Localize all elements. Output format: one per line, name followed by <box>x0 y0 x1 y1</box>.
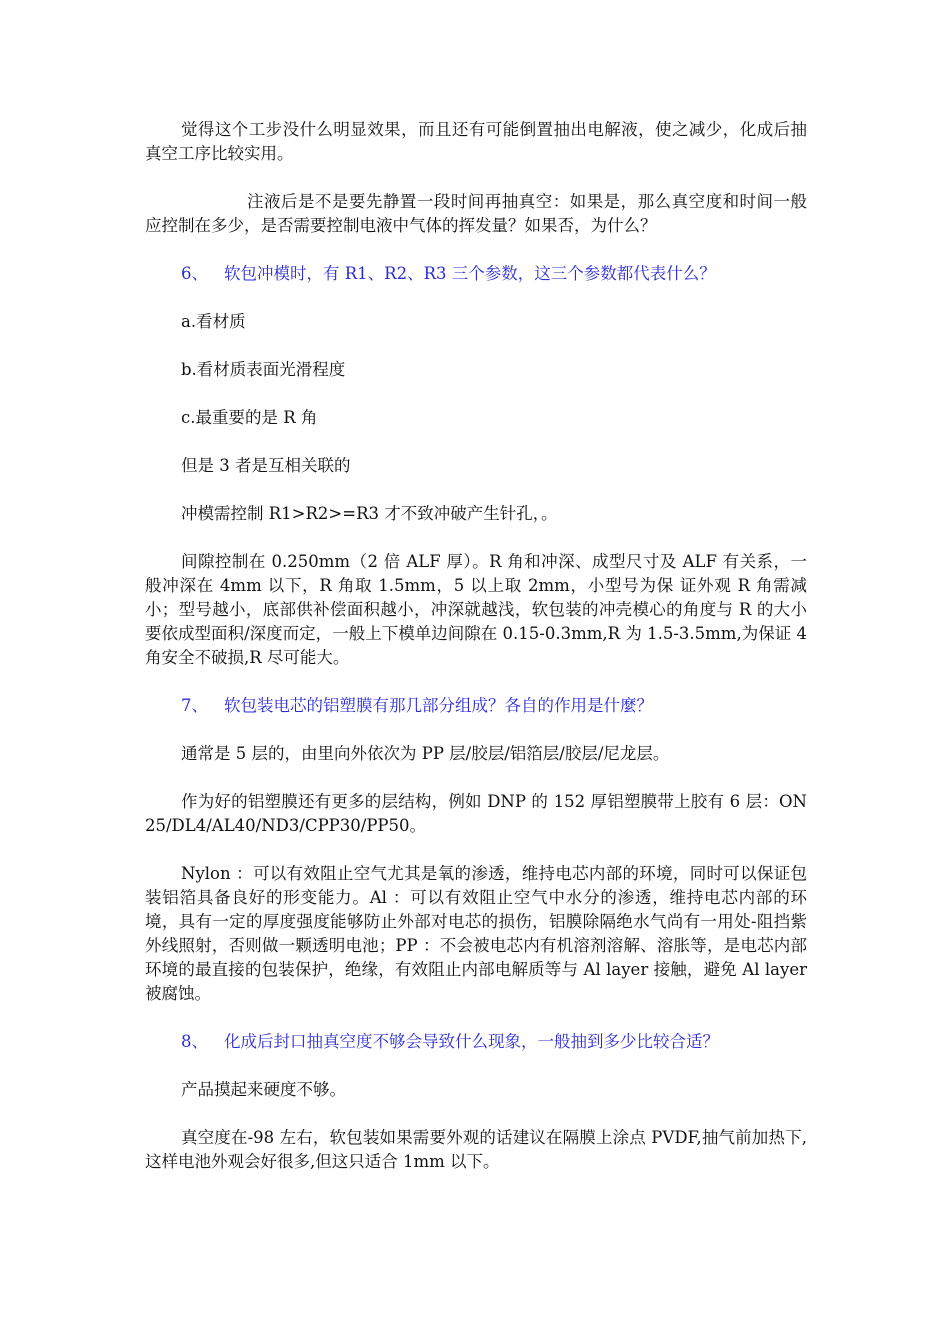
document-page <box>145 118 807 1198</box>
question-text: 软包装电芯的铝塑膜有那几部分组成？各自的作用是什麼？ <box>224 696 653 715</box>
question-7-heading <box>145 694 807 718</box>
question-paragraph: 注液后是不是要先静置一段时间再抽真空：如果是，那么真空度和时间一般应控制在多少，是否需要控制电液中气体的挥发量？如果否，为什么？ <box>145 192 807 235</box>
answer-paragraph: 产品摸起来硬度不够。 <box>181 1080 346 1099</box>
question-text: 软包冲模时，有 R1、R2、R3 三个参数，这三个参数都代表什么？ <box>224 264 716 283</box>
answer-paragraph: 通常是 5 层的，由里向外依次为 PP 层/胶层/铝箔层/胶层/尼龙层。 <box>181 744 670 763</box>
answer-paragraph: 间隙控制在 0.250mm（2 倍 ALF 厚）。R 角和冲深、成型尺寸及 ALF 有关系，一般冲深在 4mm 以下，R 角取 1.5mm，5 以上取 2mm，小型号为保 证外观 R 角需减小；型号越小，底部供补偿面积越小，冲深就越浅，软包装的冲壳模心的角度与 R 的大小要依成型面积/深度而定，一般上下模单边间隙在 0.15-0.3mm,R 为 1.5-3.5mm,为保证 4 角安全不破损,R 尽可能大。 <box>145 552 807 667</box>
list-item: c.最重要的是 R 角 <box>181 408 318 427</box>
question-number: 7、 <box>181 696 208 715</box>
list-item: 但是 3 者是互相关联的 <box>181 456 351 475</box>
list-item: a.看材质 <box>181 312 246 331</box>
answer-paragraph: Nylon ：可以有效阻止空气尤其是氧的渗透，维持电芯内部的环境，同时可以保证包装铝箔具备良好的形变能力。Al ：可以有效阻止空气中水分的渗透，维持电芯内部的环境，具有一定的厚度强度能够防止外部对电芯的损伤，铝膜除隔绝水气尚有一用处-阻挡紫外线照射，否则做一颗透明电池；PP ：不会被电芯内有机溶剂溶解、溶胀等，是电芯内部环境的最直接的包装保护，绝缘，有效阻止内部电解质等与 Al layer 接触，避免 Al layer 被腐蚀。 <box>145 864 807 1003</box>
question-number: 8、 <box>181 1032 208 1051</box>
question-text: 化成后封口抽真空度不够会导致什么现象，一般抽到多少比较合适？ <box>224 1032 719 1051</box>
question-6-heading <box>145 262 807 286</box>
question-8-heading <box>145 1030 807 1054</box>
intro-paragraph: 觉得这个工步没什么明显效果，而且还有可能倒置抽出电解液，使之减少，化成后抽真空工序比较实用。 <box>145 120 807 163</box>
question-number: 6、 <box>181 264 208 283</box>
list-item: 冲模需控制 R1>R2>=R3 才不致冲破产生针孔，。 <box>181 504 558 523</box>
answer-paragraph: 真空度在-98 左右，软包装如果需要外观的话建议在隔膜上涂点 PVDF,抽气前加热下,这样电池外观会好很多,但这只适合 1mm 以下。 <box>145 1128 807 1171</box>
list-item: b.看材质表面光滑程度 <box>181 360 346 379</box>
answer-paragraph: 作为好的铝塑膜还有更多的层结构，例如 DNP 的 152 厚铝塑膜带上胶有 6 层：ON25/DL4/AL40/ND3/CPP30/PP50。 <box>145 792 807 835</box>
